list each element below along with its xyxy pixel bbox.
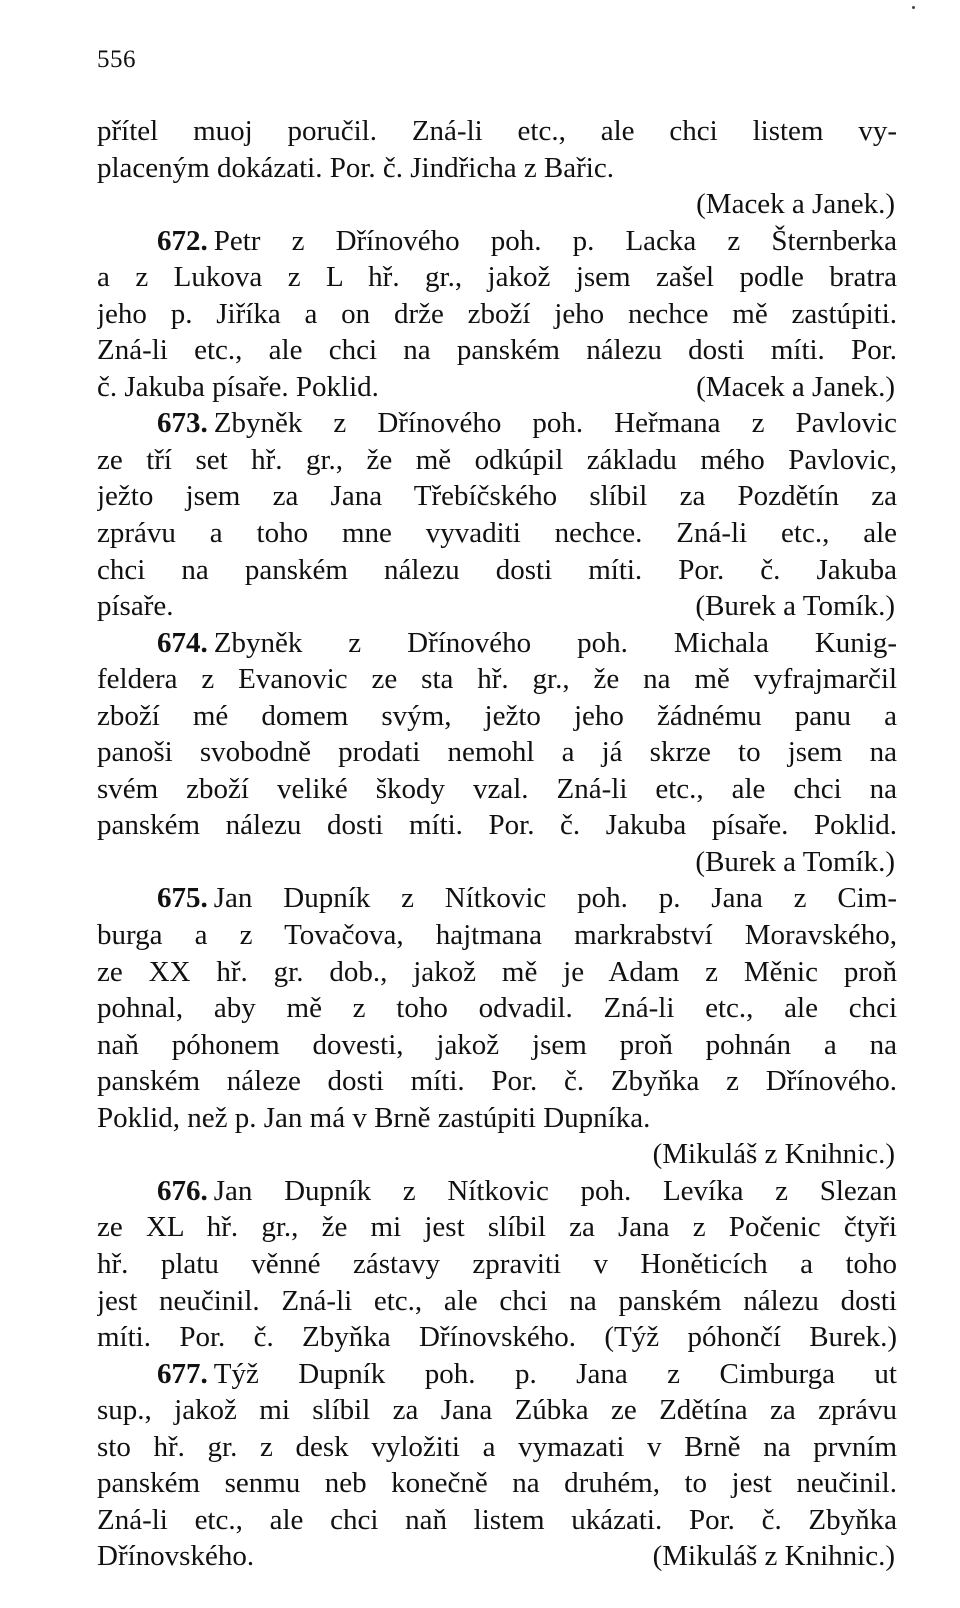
text-line (97, 113, 897, 150)
text-line (97, 150, 897, 187)
text-line (97, 698, 897, 735)
line-text: panoši svobodně prodati nemohl a já skrze to jsem na (97, 736, 897, 769)
line-text: míti. Por. č. Zbyňka Dřínovského. (Týž póhončí Burek.) (97, 1321, 897, 1354)
text-line (97, 332, 897, 369)
line-text: Zbyněk z Dřínového poh. Michala Kunig- (213, 626, 897, 659)
page-number: 556 (97, 46, 136, 73)
text-line (97, 1246, 897, 1283)
text-line (97, 296, 897, 333)
line-text: písaře. (97, 590, 174, 623)
line-text: burga a z Tovačova, hajtmana markrabství Moravského, (97, 919, 897, 952)
line-text: ježto jsem za Jana Třebíčského slíbil za Pozdětín za (97, 480, 897, 513)
line-text: zboží mé domem svým, ježto jeho žádnému panu a (97, 699, 897, 732)
print-speck (912, 6, 915, 9)
line-text: Poklid, než p. Jan má v Brně zastúpiti Dupníka. (97, 1101, 651, 1134)
line-text: (Burek a Tomík.) (695, 845, 895, 878)
line-text: sto hř. gr. z desk vyložiti a vymazati v Brně na prvním (97, 1430, 897, 1463)
line-text: ze XX hř. gr. dob., jakož mě je Adam z Měnic proň (97, 955, 897, 988)
text-line (97, 734, 897, 771)
entry-heading-line (97, 223, 897, 260)
text-line (97, 588, 897, 625)
line-text: (Mikuláš z Knihnic.) (652, 1138, 895, 1171)
line-text: panském náleze dosti míti. Por. č. Zbyňka z Dřínového. (97, 1065, 897, 1098)
line-text: a z Lukova z L hř. gr., jakož jsem zašel podle bratra (97, 261, 897, 294)
entry-heading-line (97, 1173, 897, 1210)
text-line (97, 1319, 897, 1356)
entry-number: 673. (157, 407, 208, 440)
text-line (97, 369, 897, 406)
line-text: pohnal, aby mě z toho odvadil. Zná-li etc., ale chci (97, 992, 897, 1025)
line-text: Zná-li etc., ale chci na panském nálezu dosti míti. Por. (97, 334, 897, 367)
text-line (97, 1136, 897, 1173)
line-text: panském senmu neb konečně na druhém, to jest neučinil. (97, 1467, 897, 1500)
text-line (97, 186, 897, 223)
text-line (97, 259, 897, 296)
text-line (97, 1100, 897, 1137)
line-text: jeho p. Jiříka a on drže zboží jeho nechce mě zastúpiti. (97, 297, 897, 330)
text-line (97, 1283, 897, 1320)
text-line (97, 1209, 897, 1246)
text-line (97, 917, 897, 954)
entry-heading-line (97, 405, 897, 442)
entry-heading-line (97, 880, 897, 917)
text-line (97, 990, 897, 1027)
line-text: zprávu a toho mne vyvaditi nechce. Zná-li etc., ale (97, 517, 897, 550)
line-text: sup., jakož mi slíbil za Jana Zúbka ze Zdětína za zprávu (97, 1394, 897, 1427)
text-line (97, 1063, 897, 1100)
entry-number: 674. (157, 626, 208, 659)
line-text: chci na panském nálezu dosti míti. Por. č. Jakuba (97, 553, 897, 586)
line-text: Jan Dupník z Nítkovic poh. p. Jana z Cim- (213, 882, 897, 915)
line-text: Petr z Dřínového poh. p. Lacka z Šternberka (213, 224, 897, 257)
text-line (97, 1465, 897, 1502)
line-text: naň póhonem dovesti, jakož jsem proň pohnán a na (97, 1028, 897, 1061)
entry-number: 676. (157, 1174, 208, 1207)
text-line (97, 1392, 897, 1429)
line-text: Týž Dupník poh. p. Jana z Cimburga ut (213, 1357, 897, 1390)
entry-number: 675. (157, 882, 208, 915)
entry-number: 677. (157, 1357, 208, 1390)
line-text: jest neučinil. Zná-li etc., ale chci na panském nálezu dosti (97, 1284, 897, 1317)
entry-number: 672. (157, 224, 208, 257)
text-line (97, 807, 897, 844)
text-line (97, 552, 897, 589)
text-line (97, 844, 897, 881)
line-text: Dřínovského. (97, 1540, 255, 1573)
line-text: svém zboží veliké škody vzal. Zná-li etc., ale chci na (97, 772, 897, 805)
text-line (97, 771, 897, 808)
line-text: hř. platu věnné zástavy zpraviti v Honěticích a toho (97, 1247, 897, 1280)
text-line (97, 442, 897, 479)
entry-heading-line (97, 1356, 897, 1393)
line-text-right: (Macek a Janek.) (696, 370, 895, 403)
line-text: Jan Dupník z Nítkovic poh. Levíka z Slezan (213, 1174, 897, 1207)
text-line (97, 515, 897, 552)
line-text: ze XL hř. gr., že mi jest slíbil za Jana z Počenic čtyři (97, 1211, 897, 1244)
body-text (97, 113, 897, 1575)
text-line (97, 661, 897, 698)
line-text-right: (Burek a Tomík.) (695, 590, 895, 623)
text-line (97, 1502, 897, 1539)
line-text: Zná-li etc., ale chci naň listem ukázati. Por. č. Zbyňka (97, 1503, 897, 1536)
text-line (97, 1429, 897, 1466)
text-line (97, 478, 897, 515)
text-line (97, 954, 897, 991)
line-text: přítel muoj poručil. Zná-li etc., ale chci listem vy- (97, 115, 897, 147)
line-text: Zbyněk z Dřínového poh. Heřmana z Pavlovic (213, 407, 897, 440)
line-text: ze tří set hř. gr., že mě odkúpil základu mého Pavlovic, (97, 443, 897, 476)
line-text: (Macek a Janek.) (696, 188, 895, 221)
line-text: placeným dokázati. Por. č. Jindřicha z Bařic. (97, 151, 614, 184)
entry-heading-line (97, 625, 897, 662)
text-line (97, 1538, 897, 1575)
text-line (97, 1027, 897, 1064)
line-text: feldera z Evanovic ze sta hř. gr., že na mě vyfrajmarčil (97, 663, 897, 696)
line-text-right: (Mikuláš z Knihnic.) (652, 1540, 895, 1573)
line-text: panském nálezu dosti míti. Por. č. Jakuba písaře. Poklid. (97, 809, 897, 842)
line-text: č. Jakuba písaře. Poklid. (97, 370, 379, 403)
